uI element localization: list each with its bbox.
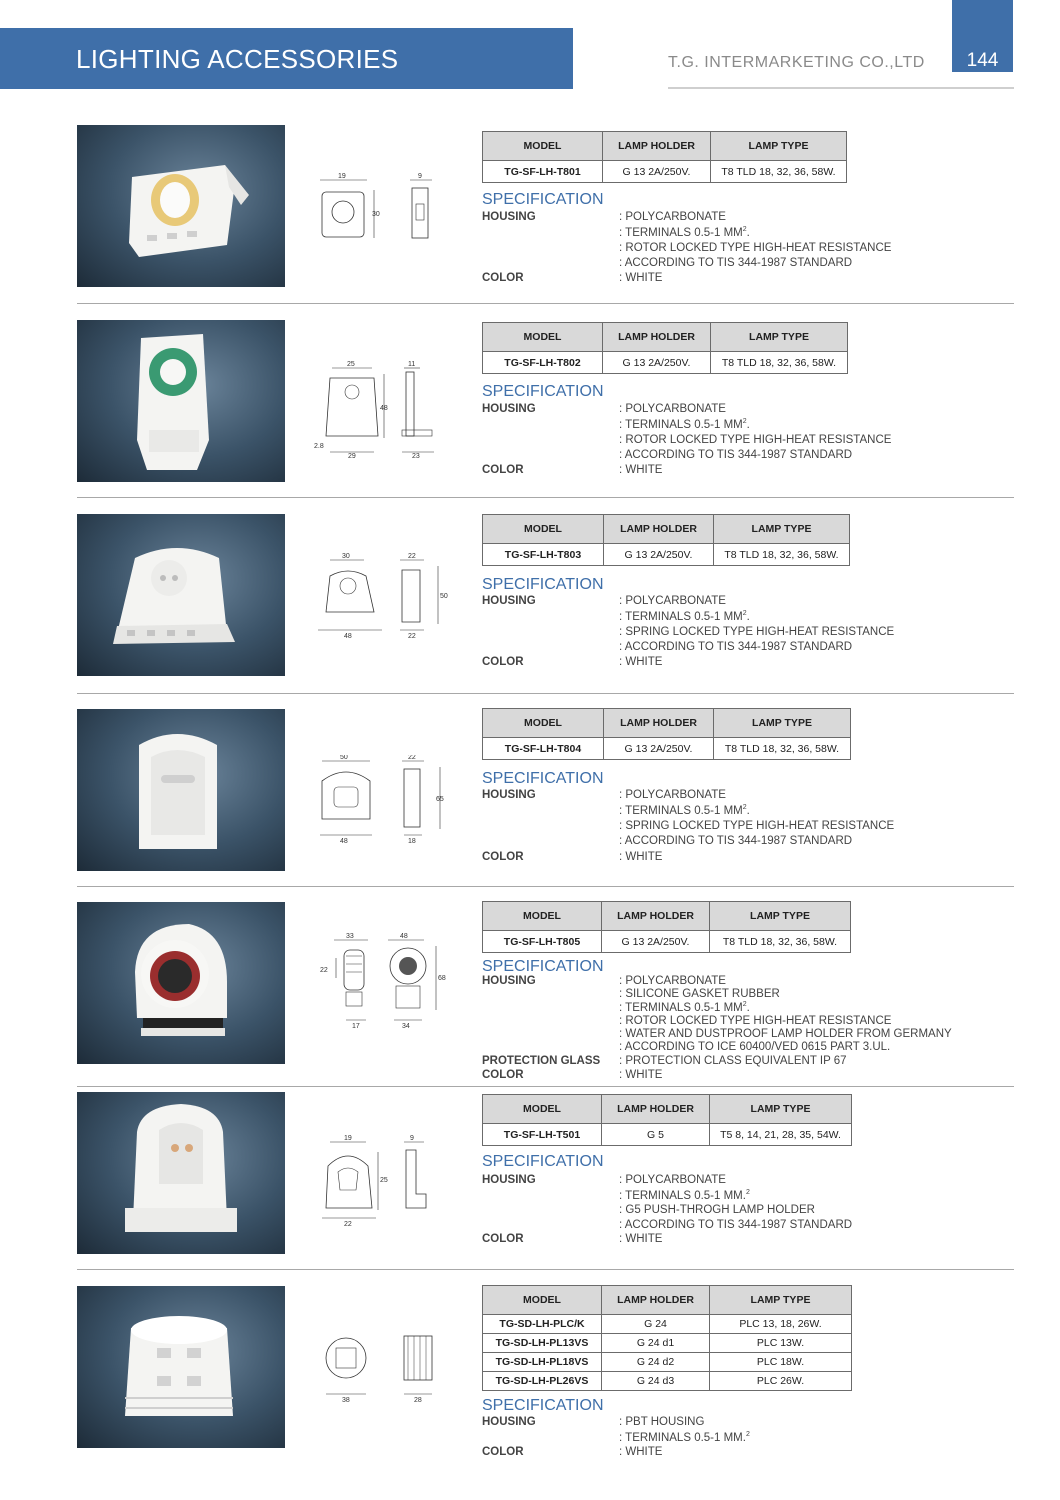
spec-line: : TERMINALS 0.5-1 $MM^2$. bbox=[619, 418, 750, 431]
model-cell: TG-SF-LH-T805 bbox=[483, 931, 602, 953]
holder-cell: G 13 2A/250V. bbox=[604, 544, 714, 566]
spec-line: : SPRING LOCKED TYPE HIGH-HEAT RESISTANCE bbox=[619, 626, 895, 638]
dimension-drawing bbox=[312, 552, 462, 662]
dim-width: 30 bbox=[342, 553, 350, 560]
spec-heading: SPECIFICATION bbox=[482, 770, 604, 787]
housing-label: HOUSING bbox=[482, 1174, 536, 1186]
spec-table bbox=[482, 1094, 852, 1146]
spec-table bbox=[482, 1285, 852, 1391]
spec-table bbox=[482, 514, 850, 566]
col-model: MODEL bbox=[483, 132, 603, 161]
table-row bbox=[483, 161, 847, 183]
spec-line: : ACCORDING TO TIS 344-1987 STANDARD bbox=[619, 641, 853, 653]
spec-line: : POLYCARBONATE bbox=[619, 1174, 726, 1186]
dim-height: 30 bbox=[372, 211, 380, 218]
color-label: COLOR bbox=[482, 1233, 524, 1245]
model-cell: TG-SD-LH-PL26VS bbox=[483, 1372, 602, 1391]
spec-table bbox=[482, 131, 847, 183]
holder-cell: G 13 2A/250V. bbox=[603, 352, 711, 374]
product-photo bbox=[77, 514, 285, 676]
company-name: T.G. INTERMARKETING CO.,LTD bbox=[668, 54, 925, 71]
dim-width: 19 bbox=[338, 173, 346, 180]
lamp-holder-image bbox=[77, 125, 285, 287]
holder-cell: G 24 d3 bbox=[602, 1372, 710, 1391]
col-lamp-type: LAMP TYPE bbox=[710, 1286, 852, 1315]
color-label: COLOR bbox=[482, 656, 524, 668]
product-photo bbox=[77, 1092, 285, 1254]
dim-cap: 22 bbox=[320, 967, 328, 974]
spec-table bbox=[482, 322, 848, 374]
color-value: : WHITE bbox=[619, 1446, 663, 1458]
type-cell: T8 TLD 18, 32, 36, 58W. bbox=[714, 544, 850, 566]
holder-cell: G 24 d2 bbox=[602, 1353, 710, 1372]
divider bbox=[77, 303, 1014, 304]
spec-heading: SPECIFICATION bbox=[482, 1397, 604, 1414]
dim-depth: 11 bbox=[408, 361, 416, 368]
spec-line: : TERMINALS 0.5-1 MM.$^2$ bbox=[619, 1431, 750, 1444]
housing-label: HOUSING bbox=[482, 1416, 536, 1428]
dim-base: 48 bbox=[344, 633, 352, 640]
spec-line: : SPRING LOCKED TYPE HIGH-HEAT RESISTANCE bbox=[619, 820, 895, 832]
holder-cell: G 24 bbox=[602, 1315, 710, 1334]
col-lamp-type: LAMP TYPE bbox=[711, 323, 848, 352]
type-cell: T8 TLD 18, 32, 36, 58W. bbox=[714, 738, 851, 760]
dim-width: 50 bbox=[340, 755, 348, 761]
table-row bbox=[483, 1124, 852, 1146]
spec-line: : ROTOR LOCKED TYPE HIGH-HEAT RESISTANCE bbox=[619, 242, 892, 254]
color-label: COLOR bbox=[482, 1069, 524, 1081]
col-lamp-type: LAMP TYPE bbox=[711, 132, 847, 161]
spec-line: : POLYCARBONATE bbox=[619, 595, 726, 607]
holder-cell: G 13 2A/250V. bbox=[602, 931, 710, 953]
col-lamp-type: LAMP TYPE bbox=[710, 1095, 852, 1124]
spec-line: : POLYCARBONATE bbox=[619, 975, 726, 987]
model-cell: TG-SF-LH-T803 bbox=[483, 544, 604, 566]
dim-side: 22 bbox=[408, 633, 416, 640]
table-row bbox=[483, 1315, 852, 1334]
spec-line: : TERMINALS 0.5-1 MM.$^2$ bbox=[619, 1189, 750, 1202]
table-row bbox=[483, 738, 851, 760]
spec-heading: SPECIFICATION bbox=[482, 576, 604, 593]
spec-line: : ROTOR LOCKED TYPE HIGH-HEAT RESISTANCE bbox=[619, 434, 892, 446]
dim-depth: 22 bbox=[408, 755, 416, 761]
spec-heading: SPECIFICATION bbox=[482, 383, 604, 400]
housing-label: HOUSING bbox=[482, 403, 536, 415]
dim-base: 29 bbox=[348, 453, 356, 460]
color-value: : WHITE bbox=[619, 851, 663, 863]
housing-label: HOUSING bbox=[482, 789, 536, 801]
dimension-drawing bbox=[312, 170, 462, 280]
spec-line: : ACCORDING TO TIS 344-1987 STANDARD bbox=[619, 835, 853, 847]
holder-cell: G 13 2A/250V. bbox=[604, 738, 714, 760]
col-model: MODEL bbox=[483, 709, 604, 738]
type-cell: T8 TLD 18, 32, 36, 58W. bbox=[711, 161, 847, 183]
dim-depth: 48 bbox=[400, 933, 408, 940]
model-cell: TG-SF-LH-T501 bbox=[483, 1124, 602, 1146]
dimension-drawing bbox=[312, 360, 462, 470]
model-cell: TG-SF-LH-T801 bbox=[483, 161, 603, 183]
dimension-drawing bbox=[312, 1132, 462, 1242]
holder-cell: G 13 2A/250V. bbox=[603, 161, 711, 183]
model-cell: TG-SD-LH-PL13VS bbox=[483, 1334, 602, 1353]
type-cell: T5 8, 14, 21, 28, 35, 54W. bbox=[710, 1124, 852, 1146]
table-row bbox=[483, 1372, 852, 1391]
spec-line: : ACCORDING TO TIS 344-1987 STANDARD bbox=[619, 1219, 853, 1231]
dim-width: 25 bbox=[347, 361, 355, 368]
spec-line: : ACCORDING TO ICE 60400/VED 0615 PART 3.UL. bbox=[619, 1041, 891, 1053]
col-model: MODEL bbox=[483, 323, 603, 352]
spec-table bbox=[482, 708, 851, 760]
dim-side: 18 bbox=[408, 838, 416, 845]
lamp-holder-image bbox=[77, 514, 285, 676]
spec-line: : TERMINALS 0.5-1 $MM^2$. bbox=[619, 610, 750, 623]
dimension-drawing bbox=[312, 755, 462, 865]
dim-width: 33 bbox=[346, 933, 354, 940]
col-lamp-holder: LAMP HOLDER bbox=[602, 1286, 710, 1315]
type-cell: T8 TLD 18, 32, 36, 58W. bbox=[710, 931, 851, 953]
divider bbox=[77, 1086, 1014, 1087]
col-lamp-holder: LAMP HOLDER bbox=[602, 902, 710, 931]
spec-line: : TERMINALS 0.5-1 $MM^2$. bbox=[619, 804, 750, 817]
spec-line: : WATER AND DUSTPROOF LAMP HOLDER FROM GERMANY bbox=[619, 1028, 952, 1040]
lamp-holder-image bbox=[77, 1092, 285, 1254]
spec-line: : PBT HOUSING bbox=[619, 1416, 705, 1428]
product-photo bbox=[77, 902, 285, 1064]
dim-height: 68 bbox=[438, 975, 446, 982]
divider bbox=[77, 497, 1014, 498]
divider bbox=[77, 693, 1014, 694]
spec-table bbox=[482, 901, 851, 953]
dim-tab: 2.8 bbox=[314, 443, 324, 450]
type-cell: T8 TLD 18, 32, 36, 58W. bbox=[711, 352, 848, 374]
lamp-holder-image bbox=[77, 320, 285, 482]
type-cell: PLC 18W. bbox=[710, 1353, 852, 1372]
dim-depth: 22 bbox=[408, 553, 416, 560]
color-label: COLOR bbox=[482, 851, 524, 863]
spec-line: : POLYCARBONATE bbox=[619, 211, 726, 223]
dim-depth: 28 bbox=[414, 1397, 422, 1404]
color-label: COLOR bbox=[482, 1446, 524, 1458]
table-row bbox=[483, 352, 848, 374]
page-number: 144 bbox=[966, 50, 999, 71]
dim-height: 50 bbox=[440, 593, 448, 600]
model-cell: TG-SF-LH-T804 bbox=[483, 738, 604, 760]
dim-side: 34 bbox=[402, 1023, 410, 1030]
protection-glass-label: PROTECTION GLASS bbox=[482, 1055, 601, 1067]
col-model: MODEL bbox=[483, 902, 602, 931]
spec-line: : POLYCARBONATE bbox=[619, 789, 726, 801]
dim-width: 38 bbox=[342, 1397, 350, 1404]
dimension-drawing bbox=[312, 932, 462, 1042]
color-value: : WHITE bbox=[619, 656, 663, 668]
color-label: COLOR bbox=[482, 464, 524, 476]
header-rule bbox=[668, 87, 1014, 89]
col-model: MODEL bbox=[483, 515, 604, 544]
spec-line: : TERMINALS 0.5-1 $MM^2$. bbox=[619, 226, 750, 239]
dim-depth: 9 bbox=[410, 1135, 414, 1142]
col-lamp-type: LAMP TYPE bbox=[714, 709, 851, 738]
model-cell: TG-SD-LH-PLC/K bbox=[483, 1315, 602, 1334]
col-lamp-holder: LAMP HOLDER bbox=[603, 132, 711, 161]
table-row bbox=[483, 1334, 852, 1353]
lamp-holder-image bbox=[77, 1286, 285, 1448]
model-cell: TG-SD-LH-PL18VS bbox=[483, 1353, 602, 1372]
housing-label: HOUSING bbox=[482, 595, 536, 607]
divider bbox=[77, 1269, 1014, 1270]
col-model: MODEL bbox=[483, 1095, 602, 1124]
type-cell: PLC 13, 18, 26W. bbox=[710, 1315, 852, 1334]
col-lamp-type: LAMP TYPE bbox=[714, 515, 850, 544]
divider bbox=[77, 886, 1014, 887]
col-lamp-type: LAMP TYPE bbox=[710, 902, 851, 931]
holder-cell: G 24 d1 bbox=[602, 1334, 710, 1353]
spec-line: : POLYCARBONATE bbox=[619, 403, 726, 415]
table-row bbox=[483, 931, 851, 953]
spec-line: : SILICONE GASKET RUBBER bbox=[619, 988, 780, 1000]
product-photo bbox=[77, 709, 285, 871]
col-lamp-holder: LAMP HOLDER bbox=[602, 1095, 710, 1124]
spec-heading: SPECIFICATION bbox=[482, 191, 604, 208]
model-cell: TG-SF-LH-T802 bbox=[483, 352, 603, 374]
dim-height: 25 bbox=[380, 1177, 388, 1184]
dim-side: 23 bbox=[412, 453, 420, 460]
dim-base: 48 bbox=[340, 838, 348, 845]
product-photo bbox=[77, 320, 285, 482]
type-cell: PLC 26W. bbox=[710, 1372, 852, 1391]
lamp-holder-image bbox=[77, 709, 285, 871]
spec-line: : ACCORDING TO TIS 344-1987 STANDARD bbox=[619, 257, 853, 269]
table-row bbox=[483, 1353, 852, 1372]
spec-heading: SPECIFICATION bbox=[482, 958, 604, 975]
dimension-drawing bbox=[312, 1328, 462, 1438]
color-value: : WHITE bbox=[619, 464, 663, 476]
protection-glass-value: : PROTECTION CLASS EQUIVALENT IP 67 bbox=[619, 1055, 847, 1067]
dim-depth: 9 bbox=[418, 173, 422, 180]
spec-heading: SPECIFICATION bbox=[482, 1153, 604, 1170]
spec-line: : G5 PUSH-THROGH LAMP HOLDER bbox=[619, 1204, 815, 1216]
color-label: COLOR bbox=[482, 272, 524, 284]
spec-line: : ROTOR LOCKED TYPE HIGH-HEAT RESISTANCE bbox=[619, 1015, 892, 1027]
col-lamp-holder: LAMP HOLDER bbox=[604, 515, 714, 544]
dim-width: 19 bbox=[344, 1135, 352, 1142]
section-title: LIGHTING ACCESSORIES bbox=[76, 44, 399, 74]
color-value: : WHITE bbox=[619, 272, 663, 284]
color-value: : WHITE bbox=[619, 1069, 663, 1081]
col-lamp-holder: LAMP HOLDER bbox=[604, 709, 714, 738]
dim-base: 17 bbox=[352, 1023, 360, 1030]
type-cell: PLC 13W. bbox=[710, 1334, 852, 1353]
product-photo bbox=[77, 1286, 285, 1448]
product-photo bbox=[77, 125, 285, 287]
spec-line: : ACCORDING TO TIS 344-1987 STANDARD bbox=[619, 449, 853, 461]
holder-cell: G 5 bbox=[602, 1124, 710, 1146]
dim-height: 48 bbox=[380, 405, 388, 412]
color-value: : WHITE bbox=[619, 1233, 663, 1245]
lamp-holder-image bbox=[77, 902, 285, 1064]
spec-line: : TERMINALS 0.5-1 $MM^2$. bbox=[619, 1001, 750, 1014]
table-row bbox=[483, 544, 850, 566]
col-model: MODEL bbox=[483, 1286, 602, 1315]
dim-base: 22 bbox=[344, 1221, 352, 1228]
housing-label: HOUSING bbox=[482, 211, 536, 223]
col-lamp-holder: LAMP HOLDER bbox=[603, 323, 711, 352]
housing-label: HOUSING bbox=[482, 975, 536, 987]
dim-height: 65 bbox=[436, 796, 444, 803]
